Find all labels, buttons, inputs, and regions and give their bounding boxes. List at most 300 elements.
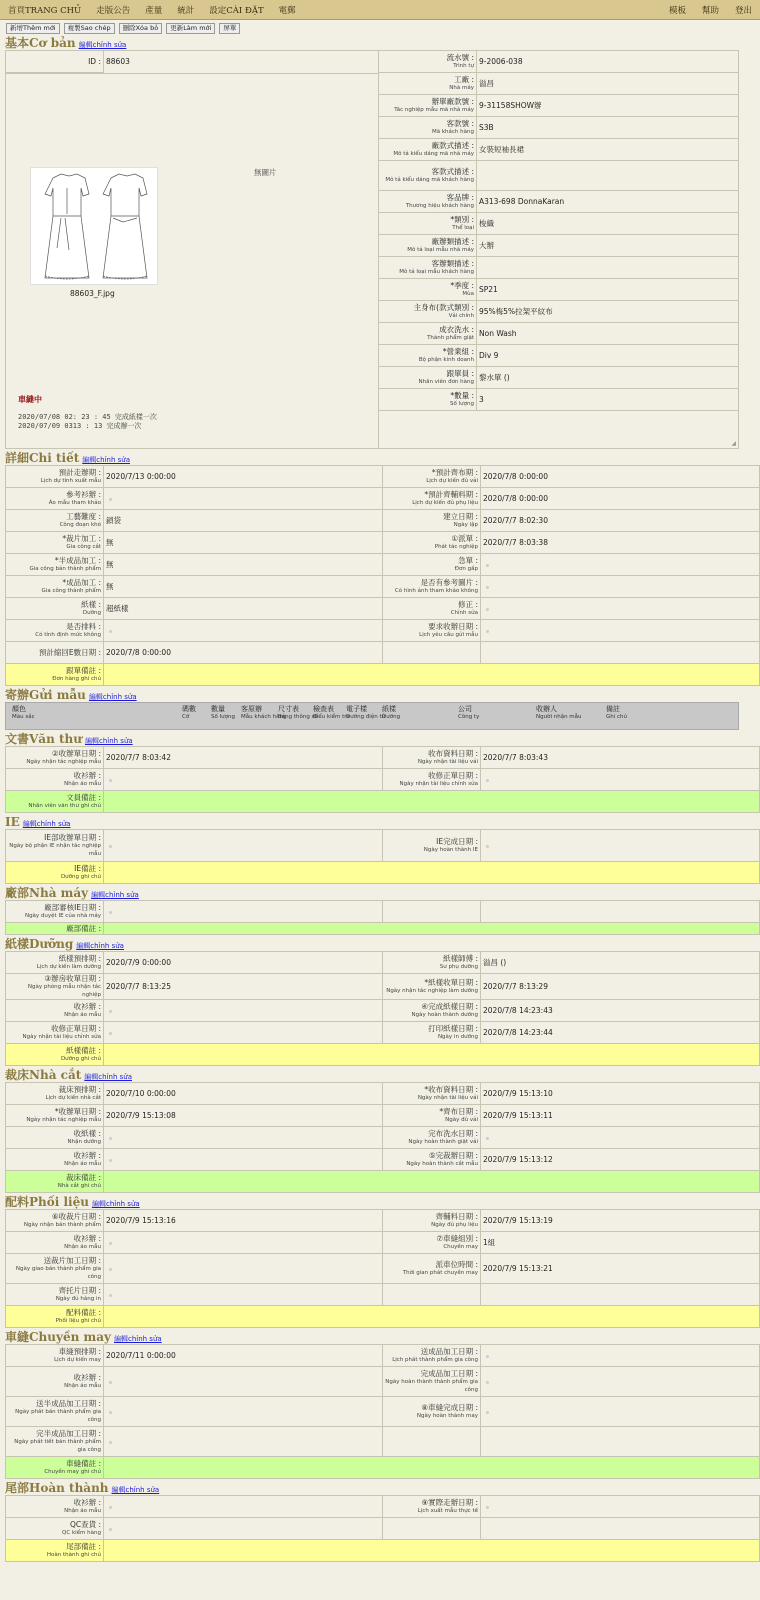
field-label-vn: Nhân viên văn thư ghi chú	[28, 802, 101, 809]
field-label-cn: 收衫辦 :	[73, 1001, 101, 1011]
field-label-cn: IE完成日期 :	[436, 836, 478, 846]
field-label-vn: Dưỡng ghi chú	[60, 873, 101, 880]
field-label	[383, 1496, 481, 1518]
field-label-cn: *裁片加工 :	[62, 533, 101, 543]
resize-grip-icon[interactable]: ◢	[731, 440, 736, 447]
empty-value-dot-icon	[109, 1381, 112, 1384]
column-header-vn: Bảng thông số	[278, 714, 318, 720]
field-label-vn: Ngày nhận tác nghiệp mẫu	[26, 1116, 101, 1123]
field-label-vn: Hoàn thành ghi chú	[46, 1551, 101, 1558]
field-label-cn: 收衫辦 :	[73, 1233, 101, 1243]
field-label	[383, 1367, 481, 1397]
field-label-cn: IE部收辦單日期 :	[44, 832, 101, 842]
field-label	[383, 1083, 481, 1105]
field-label-cn: 客品牌 :	[446, 192, 474, 202]
field-value: 2020/7/9 15:13:21	[481, 1254, 760, 1284]
edit-link[interactable]: 編輯chỉnh sửa	[91, 1200, 140, 1208]
field-value	[481, 576, 760, 598]
field-label-vn: Ngày nhận bán thành phẩm	[23, 1221, 101, 1228]
note-row	[6, 1457, 760, 1479]
field-label-cn: 裁床備註 :	[66, 1172, 101, 1182]
field-label-vn: Đơn hàng ghi chú	[52, 675, 101, 682]
empty-value-dot-icon	[109, 630, 112, 633]
field-value	[481, 620, 760, 642]
field-label-vn: Lịch dự tính xuất mẫu	[40, 477, 101, 484]
field-value	[481, 1427, 760, 1457]
field-row	[6, 1367, 760, 1397]
field-row	[6, 974, 760, 1000]
field-row	[6, 830, 760, 862]
nav-item[interactable]: 設定CÀI ĐẶT	[209, 5, 264, 16]
field-label-vn: Vải chính	[448, 312, 474, 319]
field-value	[104, 1232, 383, 1254]
field-label-cn: 齊托片日期 :	[58, 1285, 101, 1295]
field-label-vn: Nhận áo mẫu	[64, 1382, 101, 1389]
column-header-cn: 紙樣	[382, 705, 396, 713]
note-input[interactable]	[104, 664, 760, 686]
field-label-cn: *半成品加工 :	[54, 555, 101, 565]
field-value	[104, 1427, 383, 1457]
section-header	[0, 884, 760, 900]
field-label-cn: 參考衫辦 :	[66, 489, 101, 499]
field-label-vn: Thể loại	[452, 224, 474, 231]
field-label-cn: ④完成紙樣日期 :	[421, 1001, 478, 1011]
field-label-cn: ①派單 :	[451, 533, 478, 543]
column-header	[458, 705, 479, 721]
toolbar-button[interactable]: 更新Làm mới	[166, 23, 215, 34]
field-label-cn: 收修正單日期 :	[51, 1023, 101, 1033]
field-label-vn: Công đoạn khó	[59, 521, 101, 528]
garment-sketch-image[interactable]	[30, 167, 158, 285]
field-label-vn: Áo mẫu tham khảo	[48, 499, 101, 506]
field-label-vn: Lịch dự kiến may	[54, 1356, 101, 1363]
toolbar-button[interactable]: 刪除Xóa bỏ	[119, 23, 163, 34]
field-value: 無	[104, 576, 383, 598]
field-value: 黎水單 ()	[479, 373, 510, 382]
field-label	[383, 1345, 481, 1367]
field-row	[6, 1083, 760, 1105]
note-input[interactable]	[104, 1171, 760, 1193]
field-row	[6, 901, 760, 923]
column-header-vn: Màu sắc	[12, 714, 35, 720]
basic-fields	[379, 51, 739, 411]
nav-item[interactable]: 走版公告	[96, 5, 131, 16]
column-header-vn: Dưỡng	[382, 714, 401, 720]
field-label-vn: Chuyền may ghi chú	[44, 1468, 101, 1475]
empty-value-dot-icon	[486, 586, 489, 589]
field-row	[6, 1000, 760, 1022]
activity-log	[18, 413, 157, 431]
column-header	[12, 705, 35, 721]
field-label	[6, 1397, 104, 1427]
edit-link[interactable]: 編輯chỉnh sửa	[113, 1335, 162, 1343]
field-label	[383, 1284, 481, 1306]
field-label-vn: Đơn gấp	[454, 565, 478, 572]
field-label-cn: *收布資料日期 :	[424, 1084, 478, 1094]
field-label-vn: Lịch dự kiến đủ phụ liệu	[412, 499, 478, 506]
field-label	[6, 1232, 104, 1254]
field-label-cn: 客款號 :	[446, 118, 474, 128]
status-badge: 車縫中	[18, 395, 42, 404]
column-header	[606, 705, 627, 721]
field-value: 無	[104, 554, 383, 576]
field-label-vn: Nhận áo mẫu	[64, 1160, 101, 1167]
field-label	[379, 117, 477, 138]
toolbar-button[interactable]: 複製Sao chép	[64, 23, 115, 34]
nav-item[interactable]: 統計	[177, 5, 195, 16]
field-label-cn: 建立日期 :	[443, 511, 478, 521]
field-row	[6, 466, 760, 488]
field-label	[383, 901, 481, 923]
log-line: 2020/07/08 02: 23 : 45 完成紙樣一次	[18, 413, 157, 421]
field-label-cn: 預計走辦期 :	[58, 467, 101, 477]
field-value	[481, 554, 760, 576]
field-value	[481, 901, 760, 923]
field-row	[6, 620, 760, 642]
note-input[interactable]	[104, 791, 760, 813]
field-value: 2020/7/8 0:00:00	[481, 466, 760, 488]
nav-item[interactable]: 首頁TRANG CHỦ	[8, 5, 82, 16]
sample-table-header	[5, 702, 739, 730]
field-value: 2020/7/9 15:13:12	[481, 1149, 760, 1171]
section-header	[0, 730, 760, 746]
field-label	[6, 1284, 104, 1306]
field-label	[6, 974, 104, 1000]
field-label	[6, 664, 104, 686]
column-header-cn: 顏色	[12, 705, 26, 713]
field-label	[6, 532, 104, 554]
field-label-vn: Nhân viên đơn hàng	[418, 378, 474, 385]
field-label	[379, 139, 477, 160]
note-input[interactable]	[104, 1044, 760, 1066]
note-input[interactable]	[104, 1306, 760, 1328]
note-input[interactable]	[104, 862, 760, 884]
section-table	[5, 900, 760, 935]
field-label-vn: Lịch yêu cầu gửi mẫu	[419, 631, 478, 638]
field-label-cn: QC查貨 :	[69, 1519, 101, 1529]
field-value: 2020/7/9 15:13:08	[104, 1105, 383, 1127]
field-value: SP21	[479, 285, 498, 294]
field-label-cn: 成衣洗水 :	[439, 324, 474, 334]
note-row	[6, 862, 760, 884]
field-label	[6, 1022, 104, 1044]
field-value: 鎖袋	[104, 510, 383, 532]
field-label	[383, 1105, 481, 1127]
empty-value-dot-icon	[109, 1411, 112, 1414]
field-value	[481, 1284, 760, 1306]
field-label-cn: 客款式描述 :	[431, 166, 474, 176]
column-header	[211, 705, 235, 721]
field-value: S3B	[479, 123, 494, 132]
field-value	[481, 830, 760, 862]
field-label-cn: 廠部審核IE日期 :	[44, 902, 101, 912]
field-value: 2020/7/13 0:00:00	[104, 466, 383, 488]
field-label	[6, 747, 104, 769]
field-label-vn: Có tính định mức không	[35, 631, 101, 638]
empty-value-dot-icon	[486, 845, 489, 848]
field-label-vn: Bộ phận kinh doanh	[418, 356, 474, 363]
nav-right-item[interactable]: 模板	[668, 5, 686, 16]
field-label	[6, 1210, 104, 1232]
toolbar-button[interactable]: 屏單	[219, 23, 240, 34]
nav-item[interactable]: 產量	[145, 5, 163, 16]
field-row	[6, 642, 760, 664]
field-value: 2020/7/7 8:13:29	[481, 974, 760, 1000]
field-label-vn: Nhận áo mẫu	[64, 1507, 101, 1514]
field-value	[104, 1284, 383, 1306]
field-label-cn: 流水號 :	[446, 52, 474, 62]
field-label	[6, 620, 104, 642]
edit-link[interactable]: 編輯chỉnh sửa	[84, 737, 133, 745]
column-header-cn: 收辦人	[536, 705, 557, 713]
note-input[interactable]	[104, 923, 760, 935]
edit-link[interactable]: 編輯chỉnh sửa	[91, 891, 139, 899]
field-value: 1組	[481, 1232, 760, 1254]
section-title: 基本Cơ bản	[5, 36, 76, 50]
empty-value-dot-icon	[486, 1137, 489, 1140]
field-label-cn: 收衫辦 :	[73, 1497, 101, 1507]
field-value: 超紙樣	[104, 598, 383, 620]
section-header	[0, 935, 760, 951]
id-label: ID :	[88, 57, 101, 66]
field-label-cn: 修正 :	[458, 599, 478, 609]
field-row	[6, 1210, 760, 1232]
field-label-cn: 客辦類描述 :	[431, 258, 474, 268]
field-row	[6, 1397, 760, 1427]
field-label	[379, 95, 477, 116]
section-table	[5, 951, 760, 1066]
empty-value-dot-icon	[109, 1294, 112, 1297]
field-label-vn: Ngày duyệt IE của nhà máy	[24, 912, 101, 919]
section-header	[0, 1066, 760, 1082]
no-image-text: 無圖片	[254, 168, 277, 177]
column-header-cn: 數量	[211, 705, 225, 713]
field-label	[6, 1083, 104, 1105]
section-title: 尾部Hoàn thành	[5, 1481, 109, 1495]
field-value	[104, 901, 383, 923]
field-value	[477, 161, 479, 190]
field-label-vn: Lịch dự kiến nhà cắt	[45, 1094, 101, 1101]
field-label-vn: Ngày nhận tác nghiệp mẫu	[26, 758, 101, 765]
field-row	[379, 191, 739, 213]
field-label-cn: *預計齊輔料期 :	[424, 489, 478, 499]
section-header	[0, 1193, 760, 1209]
toolbar	[0, 22, 760, 34]
field-value	[104, 830, 383, 862]
field-label-cn: 完成品加工日期 :	[420, 1368, 478, 1378]
edit-link[interactable]: 編輯chỉnh sửa	[84, 1073, 132, 1081]
field-label	[6, 1127, 104, 1149]
field-label	[383, 747, 481, 769]
field-value	[481, 598, 760, 620]
empty-value-dot-icon	[109, 1137, 112, 1140]
empty-value-dot-icon	[486, 779, 489, 782]
field-label	[383, 1210, 481, 1232]
field-label-vn: Ngày nhận tài liệu vải	[417, 758, 478, 765]
field-label-vn: Nhà máy	[449, 84, 474, 91]
field-label-vn: Ngày in dưỡng	[437, 1033, 478, 1040]
field-label-cn: *營業組 :	[442, 346, 474, 356]
section-title: 配料Phối liệu	[5, 1195, 89, 1209]
field-label-vn: Ngày lập	[453, 521, 478, 528]
field-label	[379, 73, 477, 94]
field-label-vn: Chỉnh sửa	[450, 609, 478, 616]
field-label-vn: Ngày hoàn thành may	[416, 1412, 478, 1419]
top-nav	[0, 0, 760, 20]
field-label	[6, 642, 104, 664]
edit-link[interactable]: 編輯chỉnh sửa	[111, 1486, 160, 1494]
field-label-vn: Ngày nhận tài liệu chỉnh sửa	[22, 1033, 101, 1040]
field-label	[6, 488, 104, 510]
field-label	[383, 1127, 481, 1149]
field-label-cn: 跟單備註 :	[66, 665, 101, 675]
field-value: 2020/7/8 14:23:44	[481, 1022, 760, 1044]
field-label-cn: *紙樣收單日期 :	[424, 977, 478, 987]
field-row	[379, 367, 739, 389]
field-label	[383, 1397, 481, 1427]
field-value	[104, 488, 383, 510]
field-value: 95%梅5%拉架平紋布	[479, 307, 553, 316]
field-label	[6, 791, 104, 813]
field-label-vn: Thành phẩm giặt	[427, 334, 474, 341]
field-row	[379, 51, 739, 73]
section-title: IE	[5, 815, 20, 829]
field-label-cn: ⑦車縫組別 :	[436, 1233, 478, 1243]
empty-value-dot-icon	[109, 1441, 112, 1444]
field-label	[379, 257, 477, 278]
edit-link[interactable]: 編輯chỉnh sửa	[22, 820, 71, 828]
note-input[interactable]	[104, 1540, 760, 1562]
field-label-vn: Ngày nhận tác nghiệp làm dưỡng	[386, 987, 478, 994]
field-label-cn: 工藝難度 :	[66, 511, 101, 521]
field-label-cn: 送半成品加工日期 :	[36, 1398, 101, 1408]
field-label-cn: 收衫辦 :	[73, 770, 101, 780]
field-label	[6, 598, 104, 620]
field-row	[6, 1127, 760, 1149]
field-row	[379, 139, 739, 161]
field-label-vn: Chuyền may	[443, 1243, 478, 1250]
section-table	[5, 465, 760, 686]
section-title: 寄辦Gửi mẫu	[5, 688, 86, 702]
section-table	[5, 1344, 760, 1479]
field-label-vn: Nhận dưỡng	[67, 1138, 101, 1145]
field-label-vn: Ngày nhận tài liệu vải	[417, 1094, 478, 1101]
field-label	[6, 510, 104, 532]
field-label	[6, 1000, 104, 1022]
field-label	[383, 769, 481, 791]
field-label	[383, 1232, 481, 1254]
field-value	[104, 1022, 383, 1044]
section-table	[5, 1495, 760, 1562]
section-header-basic	[0, 34, 760, 50]
image-filename[interactable]: 88603_F.jpg	[70, 289, 115, 298]
field-row	[379, 73, 739, 95]
field-label-vn: Lịch dự kiến làm dưỡng	[36, 963, 101, 970]
edit-link[interactable]: 編輯chỉnh sửa	[88, 693, 137, 701]
nav-right-item[interactable]: 登出	[734, 5, 752, 16]
field-label-vn: Thương hiệu khách hàng	[405, 202, 474, 209]
field-label-cn: 要求收辦日期 :	[428, 621, 478, 631]
field-value	[104, 620, 383, 642]
field-label	[6, 1496, 104, 1518]
field-value: 梭織	[479, 219, 494, 228]
field-row	[6, 1232, 760, 1254]
note-input[interactable]	[104, 1457, 760, 1479]
field-value: 2020/7/7 8:03:43	[481, 747, 760, 769]
nav-right-item[interactable]: 幫助	[701, 5, 719, 16]
field-row	[6, 1105, 760, 1127]
field-value: 無	[104, 532, 383, 554]
field-label	[6, 1457, 104, 1479]
field-value	[481, 1397, 760, 1427]
section-header	[0, 1479, 760, 1495]
field-label-cn: *預計齊布期 :	[431, 467, 478, 477]
field-value: 9-31158SHOW辦	[479, 101, 542, 110]
field-label-vn: Phát tác nghiệp	[434, 543, 478, 550]
field-label-vn: Lịch xuất mẫu thực tế	[417, 1507, 478, 1514]
field-row	[6, 769, 760, 791]
edit-link[interactable]: 編輯chỉnh sửa	[76, 942, 124, 950]
column-header-vn: Dưỡng điện tử	[346, 714, 386, 720]
column-header	[346, 705, 385, 721]
column-header-cn: 客原辦	[241, 705, 262, 713]
field-label	[379, 301, 477, 322]
field-label	[6, 1254, 104, 1284]
field-label-cn: 辦單廠款號 :	[431, 96, 474, 106]
field-label	[379, 51, 477, 72]
field-label-vn: Ngày đủ hàng in	[55, 1295, 101, 1302]
empty-value-dot-icon	[109, 1268, 112, 1271]
field-label-cn: 齊輔料日期 :	[435, 1211, 478, 1221]
field-label-vn: Ngày hoàn thành cắt mẫu	[406, 1160, 478, 1167]
field-label	[383, 1022, 481, 1044]
field-label	[6, 1149, 104, 1171]
field-label-vn: Gia công thành phẩm	[41, 587, 101, 594]
field-label	[383, 974, 481, 1000]
field-label	[383, 1427, 481, 1457]
column-header	[182, 705, 196, 721]
field-value	[481, 1345, 760, 1367]
empty-value-dot-icon	[109, 1242, 112, 1245]
field-label-cn: ②收辦單日期 :	[51, 748, 101, 758]
field-row	[6, 1518, 760, 1540]
edit-link[interactable]: 編輯chỉnh sửa	[82, 456, 130, 464]
field-label	[379, 161, 477, 190]
toolbar-button[interactable]: 新增Thêm mới	[6, 23, 60, 34]
field-label-cn: 收修正單日期 :	[428, 770, 478, 780]
field-label	[383, 952, 481, 974]
nav-item[interactable]: 電郵	[278, 5, 296, 16]
empty-value-dot-icon	[486, 1381, 489, 1384]
edit-link[interactable]: 編輯chỉnh sửa	[78, 41, 127, 49]
field-value: A313-698 DonnaKaran	[479, 197, 565, 206]
field-label-vn: Mô tả loại mẫu nhà máy	[407, 246, 474, 253]
field-value: 溢昌	[479, 79, 494, 88]
field-label-vn: Ngày hoàn thành IE	[423, 846, 478, 853]
field-label	[383, 510, 481, 532]
field-label-cn: 送裁片加工日期 :	[43, 1255, 101, 1265]
note-row	[6, 923, 760, 935]
column-header	[382, 705, 400, 721]
field-row	[6, 747, 760, 769]
field-label	[383, 488, 481, 510]
section-title: 車縫Chuyền may	[5, 1330, 111, 1344]
field-row	[379, 257, 739, 279]
field-label-cn: 車縫備註 :	[66, 1458, 101, 1468]
field-label-cn: 收紙樣 :	[73, 1128, 101, 1138]
field-row	[379, 235, 739, 257]
field-value	[481, 642, 760, 664]
